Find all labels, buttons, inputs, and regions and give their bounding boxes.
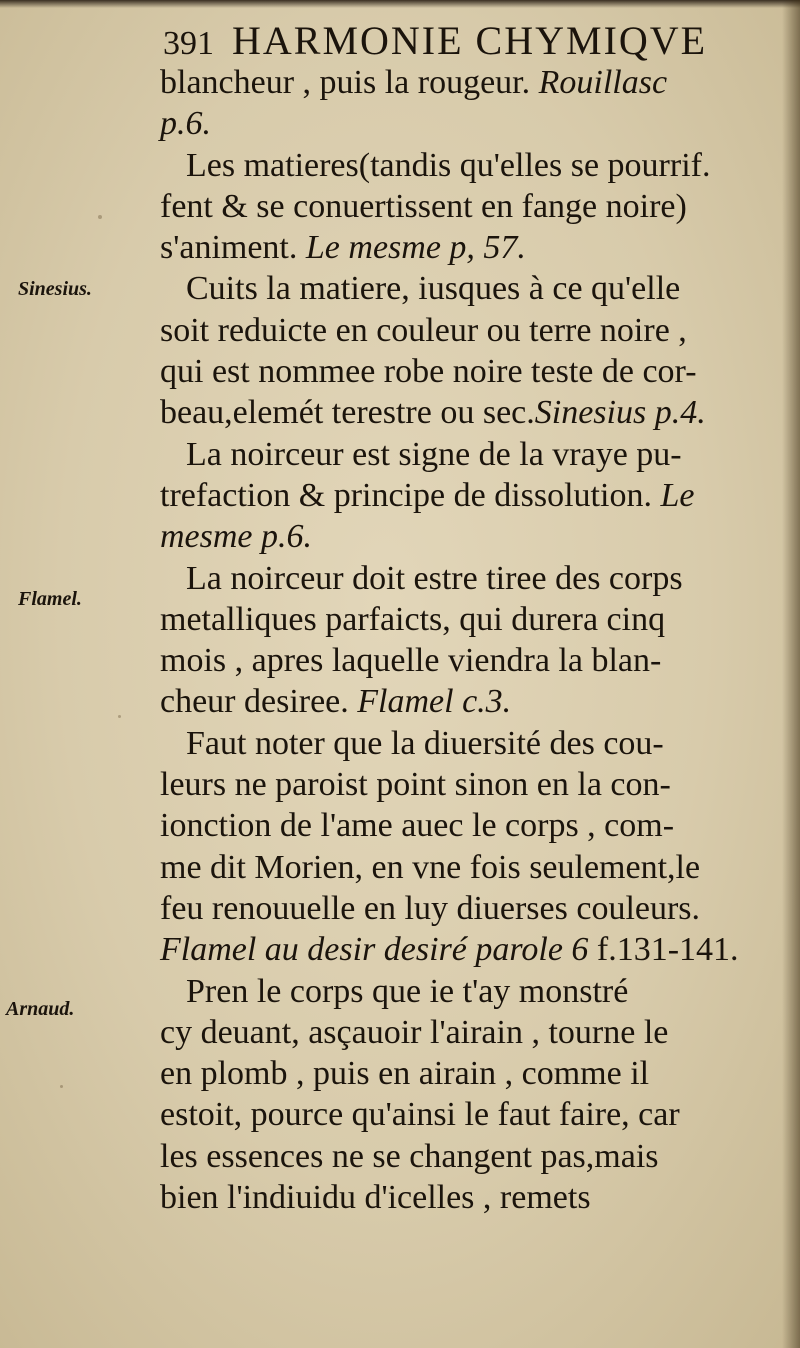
line-text: Faut noter que la diuersité des cou- xyxy=(186,724,664,762)
text-line xyxy=(160,516,770,557)
text-line xyxy=(160,805,770,846)
line-text: en plomb , puis en airain , comme il xyxy=(160,1055,650,1093)
text-line xyxy=(160,558,770,599)
text-line xyxy=(160,434,770,475)
paper-speck xyxy=(118,715,121,718)
margin-note-sinesius: Sinesius. xyxy=(18,278,92,300)
text-line xyxy=(160,681,770,722)
line-text: Pren le corps que ie t'ay monstré xyxy=(186,972,629,1010)
line-text: fent & se conuertissent en fange noire) xyxy=(160,187,687,225)
text-line xyxy=(160,1053,770,1094)
citation-text: Rouillasc xyxy=(538,64,668,101)
line-text: leurs ne paroist point sinon en la con- xyxy=(160,766,671,804)
page-top-edge xyxy=(0,0,800,8)
citation-text: Le xyxy=(660,476,695,514)
text-line xyxy=(160,1094,770,1135)
citation-text: p.6. xyxy=(160,105,211,143)
line-text: La noirceur doit estre tiree des corps xyxy=(186,559,683,597)
citation-text: mesme p.6. xyxy=(160,518,313,556)
line-text: qui est nommee robe noire teste de cor- xyxy=(160,353,697,391)
text-line xyxy=(160,929,770,970)
line-text: Cuits la matiere, iusques à ce qu'elle xyxy=(186,270,681,308)
text-line xyxy=(160,1012,770,1053)
line-text: estoit, pource qu'ainsi le faut faire, car xyxy=(160,1096,680,1134)
line-text: cy deuant, asçauoir l'airain , tourne le xyxy=(160,1013,669,1051)
line-text: me dit Morien, en vne fois seulement,le xyxy=(160,848,701,886)
text-line xyxy=(160,62,770,103)
text-line xyxy=(160,971,770,1012)
running-head xyxy=(163,16,763,66)
book-title-header: HARMONIE CHYMIQVE xyxy=(232,18,708,63)
line-text: La noirceur est signe de la vraye pu- xyxy=(186,435,682,473)
line-text: feu renouuelle en luy diuerses couleurs. xyxy=(160,889,701,927)
text-line xyxy=(160,888,770,929)
text-line xyxy=(160,310,770,351)
citation-text: Sinesius p.4. xyxy=(534,394,706,432)
text-line xyxy=(160,640,770,681)
line-text: trefaction & principe de dissolution. xyxy=(160,476,661,514)
text-line xyxy=(160,227,770,268)
line-text: cheur desiree. xyxy=(160,683,358,721)
line-text: beau,elemét terestre ou sec. xyxy=(160,394,535,432)
text-line xyxy=(160,392,770,433)
margin-note-arnaud: Arnaud. xyxy=(6,998,75,1020)
line-text: f.131-141. xyxy=(596,931,739,969)
text-line xyxy=(160,1136,770,1177)
paper-speck xyxy=(98,215,102,219)
line-text: Les matieres(tandis qu'elles se pourrif. xyxy=(186,146,711,184)
margin-note-flamel: Flamel. xyxy=(18,588,82,610)
citation-text: Le mesme p, 57. xyxy=(305,229,526,267)
text-line xyxy=(160,103,770,144)
text-line xyxy=(160,268,770,309)
page-number: 391 xyxy=(163,25,214,62)
text-line xyxy=(160,599,770,640)
citation-text: Flamel c.3. xyxy=(357,683,512,721)
text-line xyxy=(160,186,770,227)
paper-speck xyxy=(60,1085,63,1088)
body-text xyxy=(160,62,770,1218)
line-text: bien l'indiuidu d'icelles , remets xyxy=(160,1179,591,1217)
line-text: blancheur , puis la rougeur. xyxy=(160,64,539,101)
gutter-shadow xyxy=(782,0,800,1348)
line-text: metalliques parfaicts, qui durera cinq xyxy=(160,600,666,638)
text-line xyxy=(160,1177,770,1218)
line-text: s'animent. xyxy=(160,229,306,267)
text-line xyxy=(160,475,770,516)
citation-text: Flamel au desir desiré parole 6 xyxy=(160,931,597,969)
line-text: les essences ne se changent pas,mais xyxy=(160,1137,659,1175)
text-line xyxy=(160,145,770,186)
line-text: mois , apres laquelle viendra la blan- xyxy=(160,642,662,680)
line-text: soit reduicte en couleur ou terre noire , xyxy=(160,311,687,349)
line-text: ionction de l'ame auec le corps , com- xyxy=(160,807,675,845)
text-line xyxy=(160,723,770,764)
text-line xyxy=(160,847,770,888)
text-line xyxy=(160,351,770,392)
text-line xyxy=(160,764,770,805)
